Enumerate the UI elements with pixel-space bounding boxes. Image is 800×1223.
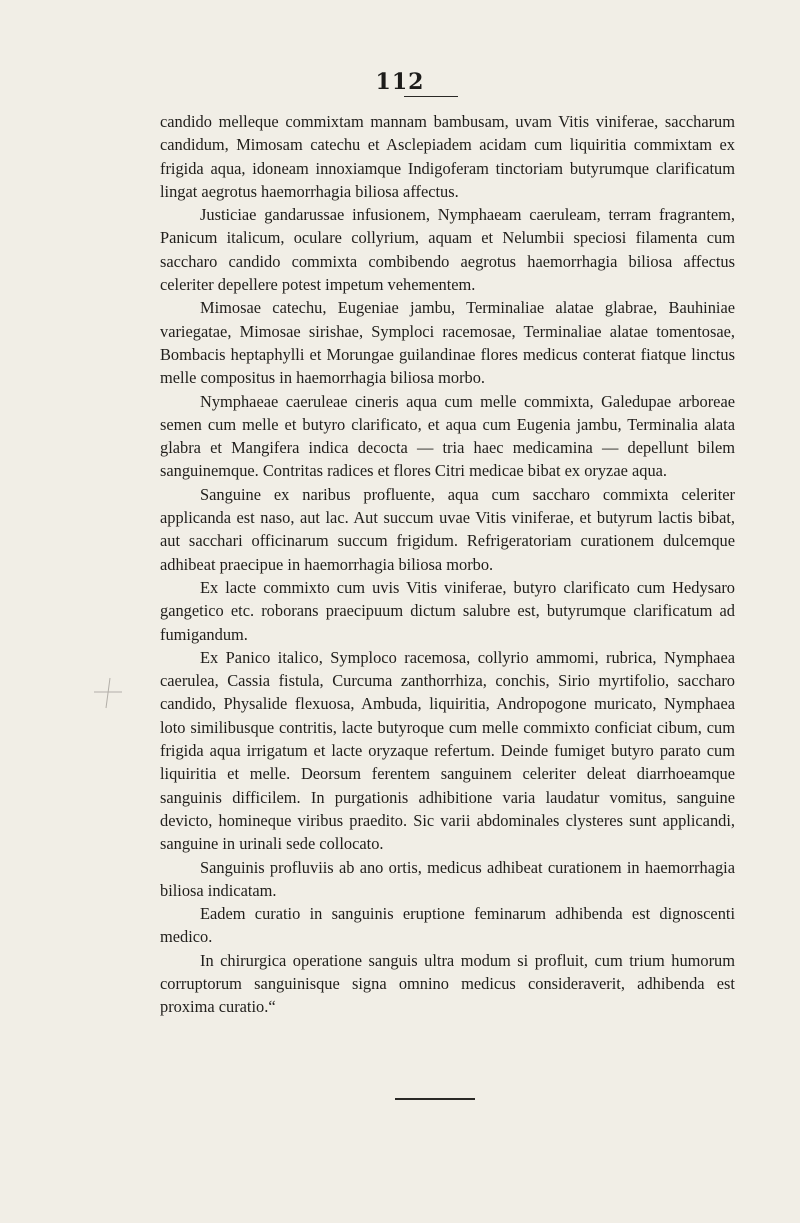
paragraph-8: Sanguinis profluviis ab ano ortis, medicus adhibeat curationem in haemorrhagia biliosa indicatam. xyxy=(160,857,735,900)
paragraph-7: Ex Panico italico, Symploco racemosa, collyrio ammomi, rubrica, Nymphaea caerulea, Cassia fistula, Curcuma zanthorrhiza, conchis, Sirio myrtifolio, saccharo candido, Physalide flexuosa, Ambuda, liquiritia, Andropogone muricato, Nymphaea loto similibusque contritis, lacte butyroque cum melle commixto conficiat cibum, cum frigida aqua irrigatum et lacte oryzaque refertum. Deinde fumiget butyro parato cum liquiritia et melle. Deorsum ferentem sanguinem celeriter deleat diarrhoeamque sanguinis difficilem. In purgationis adhibitione varia laudatur vomitus, sanguine devicto, homineque viribus praedito. Sic varii abdominales clysteres sunt applicandi, sanguine in urinali sede collocato. xyxy=(160,647,735,854)
paragraph-3: Mimosae catechu, Eugeniae jambu, Terminaliae alatae glabrae, Bauhiniae variegatae, Mimosae sirishae, Symploci racemosae, Terminaliae alatae tomentosae, Bombacis heptaphylli et Morungae guilandinae flores medicus conterat fiatque linctus melle compositus in haemorrhagia biliosa morbo. xyxy=(160,298,735,388)
end-rule xyxy=(395,1098,475,1100)
paragraph-9: Eadem curatio in sanguinis eruptione feminarum adhibenda est dignoscenti medico. xyxy=(160,904,735,947)
paragraph-2: Justiciae gandarussae infusionem, Nymphaeam caeruleam, terram fragrantem, Panicum italicum, oculare collyrium, aquam et Nelumbii speciosi filamenta cum saccharo candido commixta combibendo aegrotus haemorrhagia biliosa affectus celeriter depellere potest impetum vehementem. xyxy=(160,205,735,295)
paragraph-10: In chirurgica operatione sanguis ultra modum si profluit, cum trium humorum corruptorum sanguinisque signa omnino medicus consideraverit, adhibenda est proxima curatio.“ xyxy=(160,950,735,1017)
page-number: 112 xyxy=(375,69,425,95)
paragraph-1: candido melleque commixtam mannam bambusam, uvam Vitis viniferae, saccharum candidum, Mimosam catechu et Asclepiadem acidam cum liquiritia commixtam ex frigida aqua, idoneam innoxiamque Indigoferam tinctoriam butyrumque clarificatum lingat aegrotus haemorrhagia biliosa affectus. xyxy=(160,112,735,201)
paragraph-4: Nymphaeae caeruleae cineris aqua cum melle commixta, Galedupae arboreae semen cum melle et butyro clarificato, et aqua cum Eugenia jambu, Terminalia alata glabra et Mangifera indica decocta — tria haec medicamina — depellunt bilem sanguinemque. Contritas radices et flores Citri medicae bibat ex oryzae aqua. xyxy=(160,391,735,481)
paragraph-5: Sanguine ex naribus profluente, aqua cum saccharo commixta celeriter applicanda est naso, aut lac. Aut succum uvae Vitis viniferae, et butyrum lactis bibat, aut sacchari officinarum succum frigidum. Refrigeratoriam curationem dulcemque adhibeat praecipue in haemorrhagia biliosa morbo. xyxy=(160,484,735,574)
paragraph-6: Ex lacte commixto cum uvis Vitis viniferae, butyro clarificato cum Hedysaro gangetico etc. roborans praecipuum dictum salubre est, butyrumque clarificatum ad fumigandum. xyxy=(160,577,735,644)
margin-pencil-mark xyxy=(88,672,128,712)
body-text xyxy=(160,110,735,1019)
page-number-underline xyxy=(404,96,458,97)
